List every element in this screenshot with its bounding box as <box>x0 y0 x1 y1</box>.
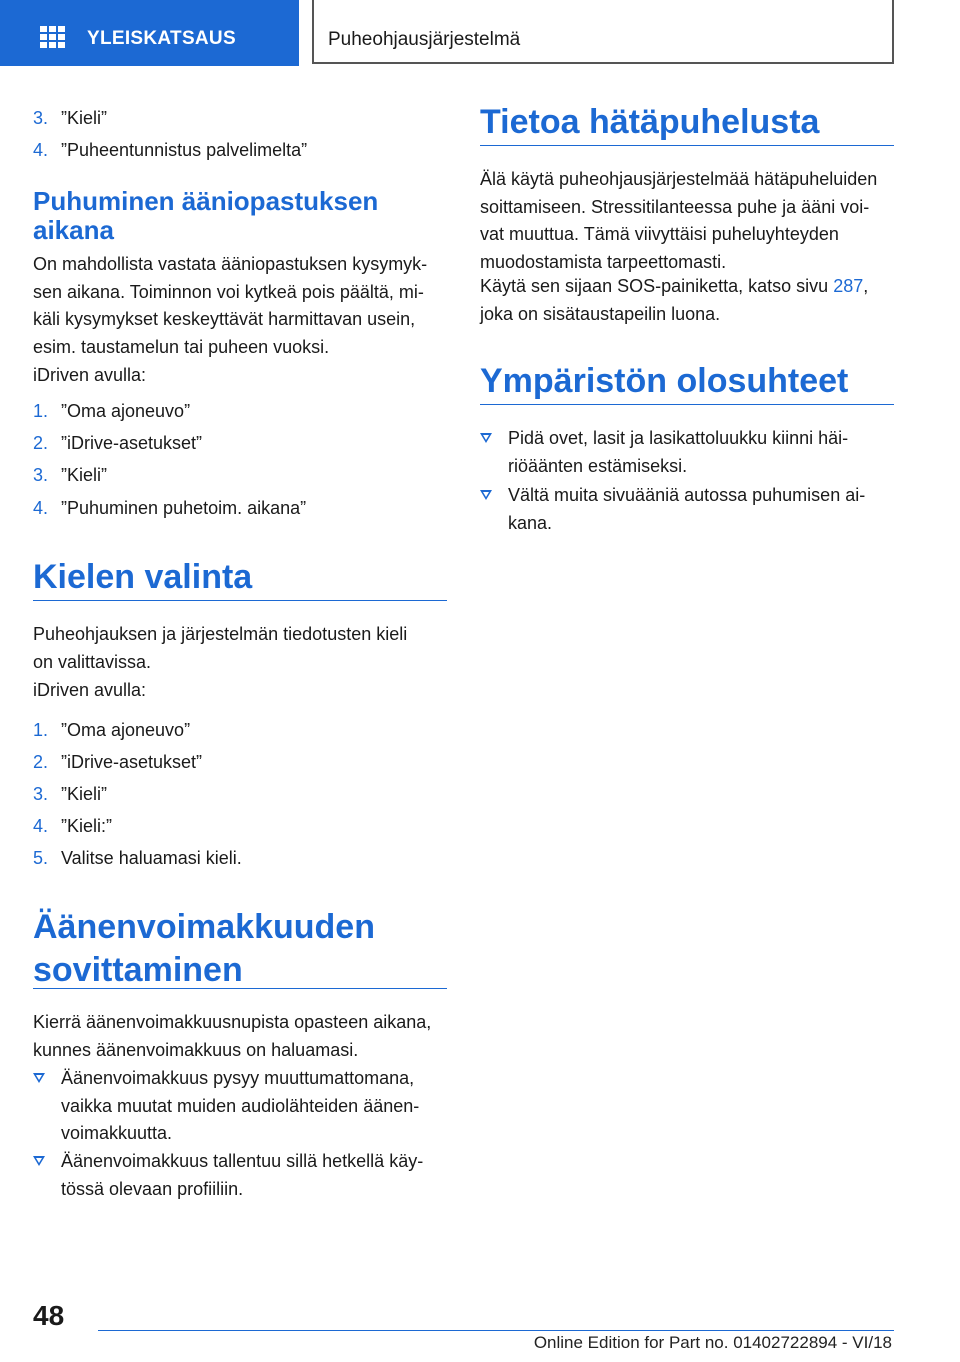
step-number: 2. <box>33 433 49 453</box>
step-text: ”Puhuminen puhetoim. aikana” <box>61 498 307 518</box>
para-line: käli kysymykset keskeyttävät harmittavan usein, <box>33 309 416 329</box>
step-number: 1. <box>33 720 49 740</box>
page-number: 48 <box>33 1300 65 1331</box>
step-text: ”Oma ajoneuvo” <box>61 720 191 740</box>
heading-rule <box>480 404 894 405</box>
step-number: 3. <box>33 108 49 128</box>
step-text: ”Oma ajoneuvo” <box>61 401 191 421</box>
para-line <box>480 273 868 301</box>
bullet-line: Äänenvoimakkuus tallentuu sillä hetkellä käy‐ <box>61 1151 424 1171</box>
heading-line: Puhuminen ääniopastuksen <box>33 186 379 216</box>
bullet-line: tössä olevaan profiiliin. <box>61 1178 244 1199</box>
para-line: muodostamista tarpeettomasti. <box>480 251 727 272</box>
lang-heading: Kielen valinta <box>33 558 253 596</box>
para-line: Puheohjauksen ja järjestelmän tiedotusten kieli <box>33 624 408 644</box>
bullet-line: vaikka muutat muiden audiolähteiden äänen‐ <box>61 1095 420 1116</box>
para-line: esim. taustamelun tai puheen vuoksi. <box>33 336 330 357</box>
bullet-line: kana. <box>508 512 553 533</box>
step-number: 4. <box>33 140 49 160</box>
para-line: iDriven avulla: <box>33 365 147 385</box>
heading-rule <box>480 145 894 146</box>
bullet-line: riöäänten estämiseksi. <box>508 455 688 476</box>
triangle-bullet-icon <box>33 1156 45 1166</box>
step-text: ”Kieli” <box>61 784 108 804</box>
para-line: Kierrä äänenvoimakkuusnupista opasteen aikana, <box>33 1012 432 1032</box>
volume-heading <box>33 906 375 992</box>
sos-text: Käytä sen sijaan SOS-painiketta, katso sivu <box>480 276 834 296</box>
triangle-bullet-icon <box>480 490 492 500</box>
footer-rule <box>98 1330 894 1331</box>
section-label: YLEISKATSAUS <box>87 28 236 49</box>
para-line: joka on sisätaustapeilin luona. <box>480 303 721 324</box>
para-line: On mahdollista vastata ääniopastuksen kysymyk‐ <box>33 254 428 274</box>
bullet-line: voimakkuutta. <box>61 1123 173 1143</box>
page-header <box>0 0 960 66</box>
step-number: 5. <box>33 848 49 868</box>
lang-paragraph <box>33 621 407 676</box>
volume-paragraph <box>33 1009 431 1064</box>
heading-line: Äänenvoimakkuuden <box>33 908 375 946</box>
step-text: Valitse haluamasi kieli. <box>61 848 242 868</box>
heading-line: sovittaminen <box>33 951 243 989</box>
speak-idrive-label <box>33 362 146 390</box>
para-line: on valittavissa. <box>33 651 152 672</box>
heading-rule <box>33 988 447 989</box>
section-tab-overview[interactable] <box>0 0 299 66</box>
step-number: 2. <box>33 752 49 772</box>
para-line: vat muuttua. Tämä viivyttäisi puheluyhteyden <box>480 224 839 244</box>
sos-paragraph <box>480 273 868 328</box>
speak-heading <box>33 187 378 245</box>
step-text: ”iDrive-asetukset” <box>61 433 203 453</box>
step-number: 4. <box>33 498 49 518</box>
para-line: kunnes äänenvoimakkuus on haluamasi. <box>33 1039 359 1060</box>
env-heading: Ympäristön olosuhteet <box>480 362 849 400</box>
grid-menu-icon <box>40 26 66 48</box>
triangle-bullet-icon <box>33 1073 45 1083</box>
heading-rule <box>33 600 447 601</box>
lang-idrive-label <box>33 677 146 705</box>
para-line: soittamiseen. Stressitilanteessa puhe ja ääni voi‐ <box>480 196 870 217</box>
chapter-label: Puheohjausjärjestelmä <box>328 29 521 50</box>
page-link[interactable]: 287 <box>833 276 864 296</box>
chapter-tab[interactable] <box>312 0 894 64</box>
step-text: ”iDrive-asetukset” <box>61 752 203 772</box>
triangle-bullet-icon <box>480 433 492 443</box>
step-text: ”Kieli” <box>61 108 108 128</box>
edition-text: Online Edition for Part no. 01402722894 - VI/18 <box>533 1333 892 1352</box>
bullet-line: Vältä muita sivuääniä autossa puhumisen ai‐ <box>508 485 866 505</box>
step-text: ”Kieli” <box>61 465 108 485</box>
speak-paragraph <box>33 251 427 361</box>
step-number: 1. <box>33 401 49 421</box>
sos-comma: , <box>863 276 869 296</box>
step-number: 3. <box>33 465 49 485</box>
step-number: 3. <box>33 784 49 804</box>
para-line: iDriven avulla: <box>33 680 147 700</box>
step-text: ”Puheentunnistus palvelimelta” <box>61 140 308 160</box>
bullet-line: Pidä ovet, lasit ja lasikattoluukku kiinni häi‐ <box>508 428 849 448</box>
emergency-heading: Tietoa hätäpuhelusta <box>480 103 820 141</box>
emergency-paragraph <box>480 166 877 276</box>
bullet-line: Äänenvoimakkuus pysyy muuttumattomana, <box>61 1068 415 1088</box>
heading-line: aikana <box>33 215 114 245</box>
step-number: 4. <box>33 816 49 836</box>
para-line: sen aikana. Toiminnon voi kytkeä pois päältä, mi‐ <box>33 281 424 302</box>
step-text: ”Kieli:” <box>61 816 113 836</box>
para-line: Älä käytä puheohjausjärjestelmää hätäpuheluiden <box>480 169 878 189</box>
